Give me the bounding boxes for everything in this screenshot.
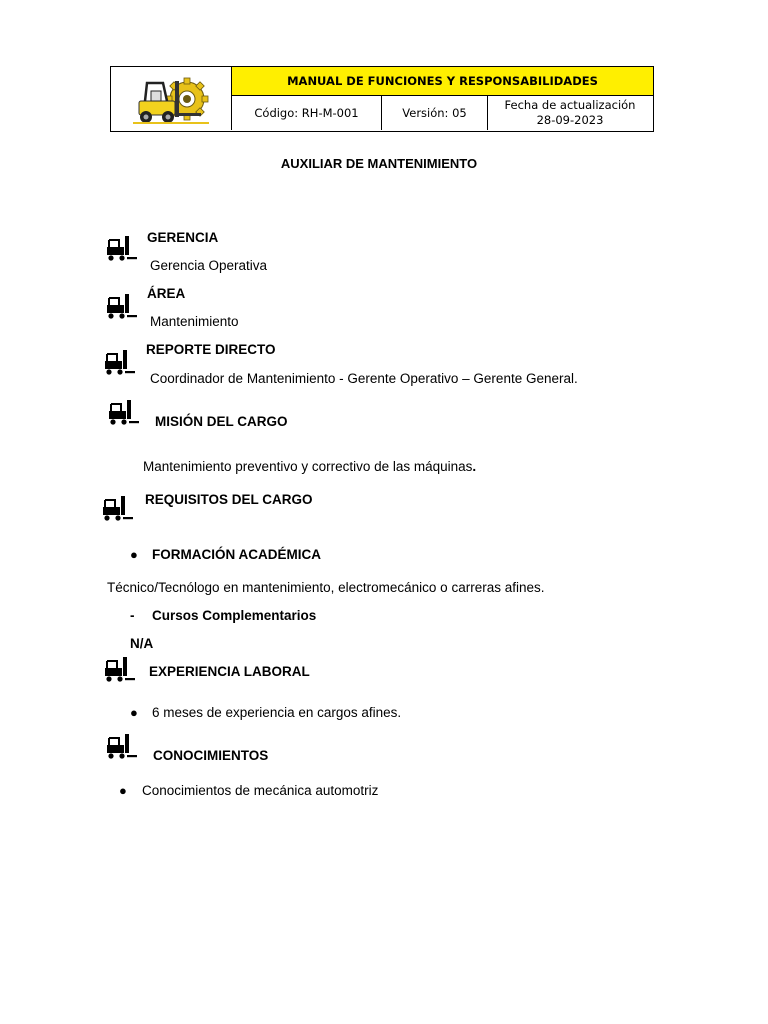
document-title: AUXILIAR DE MANTENIMIENTO [280,156,478,171]
experiencia-item: 6 meses de experiencia en cargos afines. [152,705,402,720]
bullet: ● [130,547,138,562]
experiencia-heading: EXPERIENCIA LABORAL [149,664,310,679]
area-value: Mantenimiento [150,314,239,329]
cursos-dash: - [130,608,135,623]
update-date [488,96,652,130]
update-date-value: 28-09-2023 [536,113,604,127]
area-heading: ÁREA [147,286,186,301]
gerencia-heading: GERENCIA [147,230,219,245]
mision-value-text: Mantenimiento preventivo y correctivo de las máquinas [143,459,473,474]
mision-heading: MISIÓN DEL CARGO [155,414,288,429]
forklift-gear-logo [111,67,232,130]
forklift-icon [108,398,144,428]
conocimientos-item: Conocimientos de mecánica automotriz [142,783,379,798]
forklift-icon [104,348,140,378]
forklift-icon [106,732,142,762]
cursos-heading: Cursos Complementarios [152,608,317,623]
document-header-table [110,66,654,132]
requisitos-heading: REQUISITOS DEL CARGO [145,492,313,507]
manual-title: MANUAL DE FUNCIONES Y RESPONSABILIDADES [232,67,653,96]
formacion-heading: FORMACIÓN ACADÉMICA [152,547,321,562]
update-date-label: Fecha de actualización [504,98,636,112]
mision-value-end: . [472,459,477,474]
forklift-icon [104,655,140,685]
document-version: Versión: 05 [382,96,488,130]
conocimientos-heading: CONOCIMIENTOS [153,748,269,763]
forklift-icon [106,234,142,264]
company-logo-cell [111,67,232,130]
formacion-value: Técnico/Tecnólogo en mantenimiento, electromecánico o carreras afines. [107,580,545,595]
bullet: ● [119,783,127,798]
bullet: ● [130,705,138,720]
document-code: Código: RH-M-001 [232,96,382,130]
forklift-icon [106,292,142,322]
cursos-value: N/A [130,636,154,651]
mision-value [143,459,476,474]
forklift-icon [102,494,138,524]
gerencia-value: Gerencia Operativa [150,258,268,273]
reporte-heading: REPORTE DIRECTO [146,342,276,357]
reporte-value: Coordinador de Mantenimiento - Gerente Operativo – Gerente General. [150,371,578,386]
